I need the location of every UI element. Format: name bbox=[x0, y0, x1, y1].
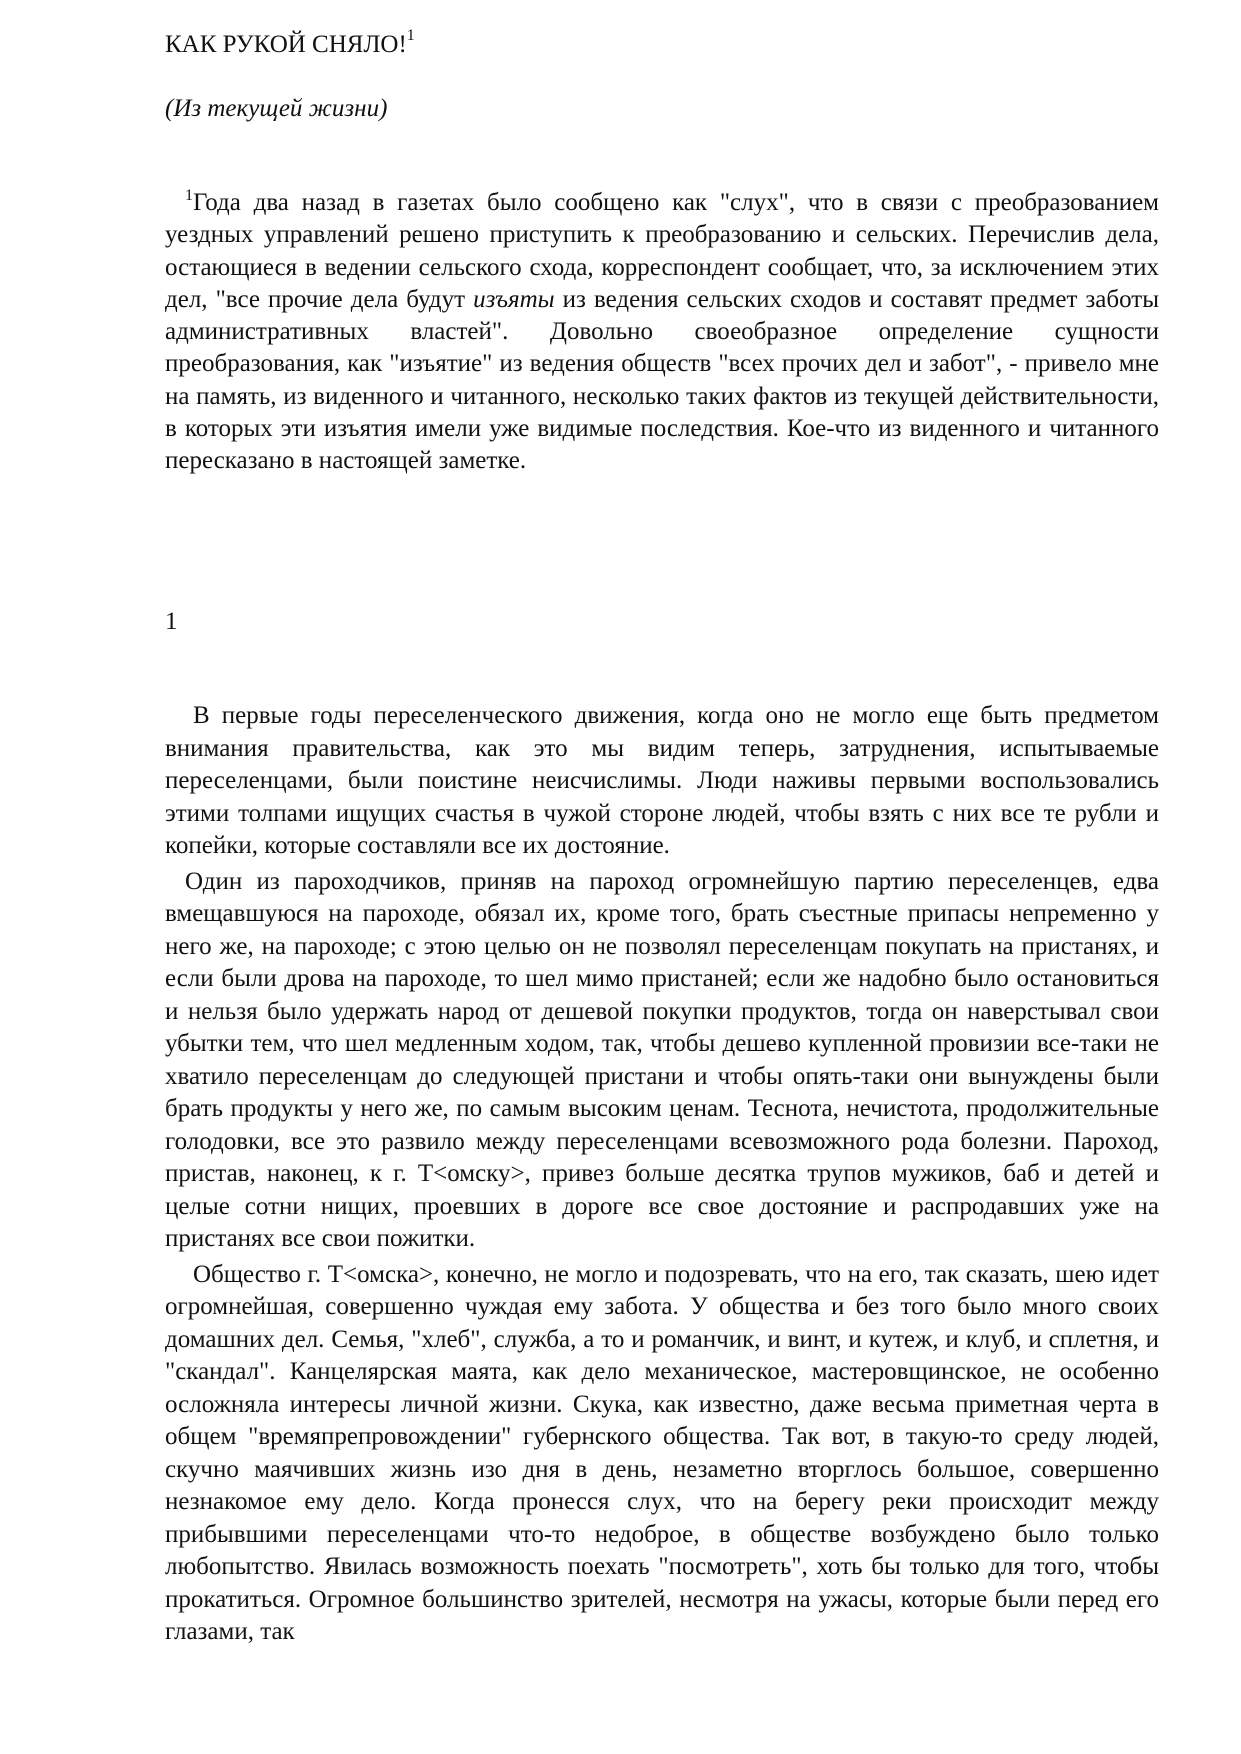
footnote-emphasis: изъяты bbox=[473, 285, 555, 313]
paragraph-1: В первые годы переселенческого движения, когда оно не могло еще быть предметом внимания правительства, как это мы видим теперь, затруднения, испытываемые переселенцами, были поистине неисчислимы. Люди наживы первыми воспользовались этими толпами ищущих счастья в чужой стороне людей, чтобы взять с них все те рубли и копейки, которые составляли все их достояние. bbox=[165, 702, 1159, 859]
paragraph-3: Общество г. Т<омска>, конечно, не могло и подозревать, что на его, так сказать, шею идет огромнейшая, совершенно чуждая ему забота. У общества и без того было много своих домашних дел. Семья, "хлеб", служба, а то и романчик, и винт, и кутеж, и клуб, и сплетня, и "скандал". Канцелярская маята, как дело механическое, мастеровщинское, не особенно осложняла интересы личной жизни. Скука, как известно, даже весьма приметная черта в общем "времяпрепровождении" губернского общества. Так вот, в такую-то среду людей, скучно маячивших жизнь изо дня в день, незаметно вторглось большое, совершенно незнакомое ему дело. Когда пронесся слух, что на берегу реки происходит между прибывшими переселенцами что-то недоброе, в обществе возбуждено было только любопытство. Явилась возможность поехать "посмотреть", хоть бы только для того, чтобы прокатиться. Огромное большинство зрителей, несмотря на ужасы, которые были перед его глазами, так bbox=[165, 1260, 1159, 1645]
paragraph-2: Один из пароходчиков, приняв на пароход огромнейшую партию переселенцев, едва вмещавшуюся на пароходе, обязал их, кроме того, брать съестные припасы непременно у него же, на пароходе; с этою целью он не позволял переселенцам покупать на пристанях, и если были дрова на пароходе, то шел мимо пристаней; если же надобно было остановиться и нельзя было удержать народ от дешевой покупки продуктов, тогда он наверстывал свои убытки тем, что шел медленным ходом, так, чтобы дешево купленной провизии все-таки не хватило переселенцам до следующей пристани и чтобы опять-таки они вынуждены были брать продукты у него же, по самым высоким ценам. Теснота, нечистота, продолжительные голодовки, все это развило между переселенцами всевозможного рода болезни. Пароход, пристав, наконец, к г. Т<омску>, привез больше десятка трупов мужиков, баб и детей и целые сотни нищих, проевших в дороге все свое достояние и распродавших уже на пристанях все свои пожитки. bbox=[165, 867, 1159, 1252]
section-number: 1 bbox=[165, 608, 178, 635]
footnote bbox=[165, 187, 1159, 478]
title-text: КАК РУКОЙ СНЯЛО! bbox=[165, 31, 407, 58]
footnote-text-before: Года два назад в газетах было сообщено как "слух", что в связи с преобразованием уездных управлений решено приступить к преобразованию и сельских. Перечислив дела, остающиеся в ведении сельского схода, корреспондент сообщает, что, за исключением этих дел, "все прочие дела будут bbox=[165, 189, 1159, 313]
footnote-marker: 1 bbox=[185, 187, 193, 204]
document-subtitle: (Из текущей жизни) bbox=[165, 95, 388, 122]
footnote-text-after: из ведения сельских сходов и составят предмет заботы административных властей". Довольно своеобразное определение сущности преобразования, как "изъятие" из ведения обществ "всех прочих дел и забот", - привело мне на память, из виденного и читанного, несколько таких фактов из текущей действительности, в которых эти изъятия имели уже видимые последствия. Кое-что из виденного и читанного пересказано в настоящей заметке. bbox=[165, 285, 1159, 475]
document-title bbox=[165, 27, 415, 60]
title-footnote-marker: 1 bbox=[406, 27, 415, 44]
body-text bbox=[165, 700, 1159, 1649]
